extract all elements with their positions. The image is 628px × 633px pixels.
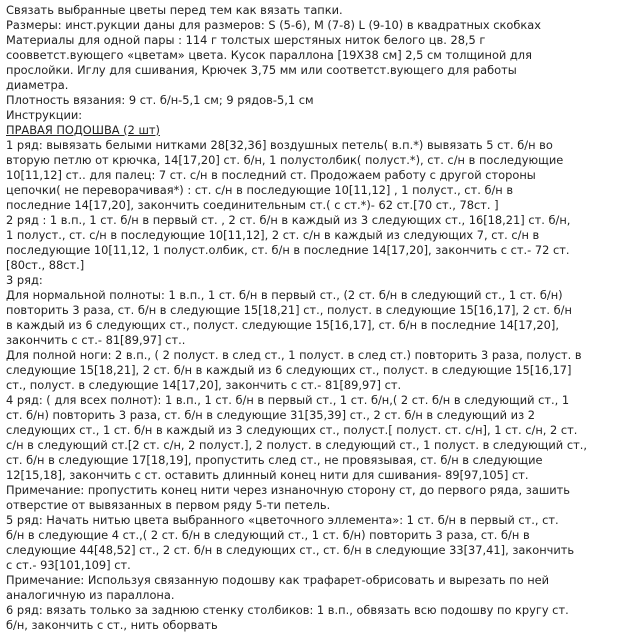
text-line: последующие 10[11,12, 1 полуст.олбик, ст. б/н в последние 14[17,20], закончить с ст.- 72 ст. xyxy=(6,243,570,257)
sizes-line: Размеры: инст.рукции даны для размеров: S (5-6), M (7-8) L (9-10) в квадратных скобках xyxy=(6,18,542,32)
text-line: ст. б/н в следующие 17[18,19], пропустить след ст., не провязывая, ст. б/н в следующие xyxy=(6,453,543,467)
text-line: цепочки( не переворачивая*) : ст. с/н в последующие 10[11,12] , 1 полуст., ст. б/н в xyxy=(6,183,514,197)
text-line: б/н в следующие 4 ст.,( 2 ст. б/н в следующий ст., 1 ст. б/н) повторить 3 раза, ст. б/н в xyxy=(6,528,530,542)
text-line: вторую петлю от крючка, 14[17,20] ст. б/н, 1 полустолбик( полуст.*), ст. с/н в последующие xyxy=(6,153,564,167)
text-line: 10[11,12] ст.. для палец: 7 ст. с/н в последний ст. Продожаем работу с другой стороны xyxy=(6,168,536,182)
text-line: 2 ряд : 1 в.п., 1 ст. б/н в первый ст. , 2 ст. б/н в каждый из 3 следующих ст., 16[18,21] ст. б/н, xyxy=(6,213,571,227)
text-line: с/н в следующий ст.[2 ст. с/н, 2 полуст.], 2 полуст. в следующий ст., 1 полуст. в следующий ст., xyxy=(6,438,587,452)
section-heading-right-sole: ПРАВАЯ ПОДОШВА (2 шт) xyxy=(6,123,160,137)
text-line: [80ст., 88ст.] xyxy=(6,258,85,272)
note-line: аналогичную из параллона. xyxy=(6,588,175,602)
text-line: 4 ряд: ( для всех полнот): 1 в.п., 1 ст. б/н в первый ст., 1 ст. б/н,( 2 ст. б/н в следующий ст., 1 xyxy=(6,393,570,407)
text-line: 6 ряд: вязать только за заднюю стенку столбиков: 1 в.п., обвязать всю подошву по кругу ст. xyxy=(6,603,569,617)
intro-line: Связать выбранные цветы перед тем как вязать тапки. xyxy=(6,3,343,17)
text-line: следующие 44[48,52] ст., 2 ст. б/н в следующих ст., ст. б/н в следующие 33[37,41], закончить xyxy=(6,543,575,557)
text-line: б/н, закончить с ст., нить оборвать xyxy=(6,618,218,632)
gauge-line: Плотность вязания: 9 ст. б/н-5,1 см; 9 рядов-5,1 см xyxy=(6,93,314,107)
text-line: Для нормальной полноты: 1 в.п., 1 ст. б/н в первый ст., (2 ст. б/н в следующий ст., 1 ст. б/н) xyxy=(6,288,563,302)
text-line: повторить 3 раза, ст. б/н в следующие 15[18,21] ст., полуст. в следующие 15[16,17], 2 ст. б/н xyxy=(6,303,572,317)
note-line: Примечание: пропустить конец нити через изнаночную сторону ст, до первого ряда, зашить xyxy=(6,483,571,497)
text-line: ст. б/н) повторить 3 раза, ст. б/н в следующие 31[35,39] ст., 2 ст. б/н в следующий из 2 xyxy=(6,408,536,422)
text-line: закончить с ст.- 81[89,97] ст.. xyxy=(6,333,186,347)
text-line: 1 ряд: вывязать белыми нитками 28[32,36] воздушных петель( в.п.*) вывязать 5 ст. б/н во xyxy=(6,138,553,152)
text-line: в каждый из 6 следующих ст., полуст. следующие 15[16,17], ст. б/н в последние 14[17,20], xyxy=(6,318,559,332)
text-line: 12[15,18], закончить с ст. оставить длинный конец нити для сшивания- 89[97,105] ст. xyxy=(6,468,529,482)
note-line: Примечание: Используя связанную подошву как трафарет-обрисовать и вырезать по ней xyxy=(6,573,550,587)
row-heading: 3 ряд: xyxy=(6,273,43,287)
text-line: 1 полуст., ст. с/н в последующие 10[11,12], 2 ст. с/н в каждый из следующих 7, ст. с/н в xyxy=(6,228,540,242)
instructions-heading: Инструкции: xyxy=(6,108,83,122)
materials-line: прослойки. Иглу для сшивания, Крючек 3,75 мм или соответст.вующего для работы xyxy=(6,63,517,77)
materials-line: диаметра. xyxy=(6,78,69,92)
text-line: следующих ст., 1 ст. б/н в каждый из 3 следующих ст., полуст.[ полуст. ст. с/н], 1 ст. с/н, 2 ст. xyxy=(6,423,578,437)
text-line: 5 ряд: Начать нитью цвета выбранного «цветочного эллемента»: 1 ст. б/н в первый ст., ст. xyxy=(6,513,559,527)
materials-line: соовветст.вующего «цветам» цвета. Кусок параллона [19X38 см] 2,5 см толщиной для xyxy=(6,48,532,62)
materials-line: Материалы для одной пары : 114 г толстых шерстяных ниток белого цв. 28,5 г xyxy=(6,33,486,47)
text-line: последние 14[17,20], закончить соединительным ст.( с ст.*)- 62 ст.[70 ст., 78ст. ] xyxy=(6,198,499,212)
text-line: ст., полуст. в следующие 14[17,20], закончить с ст.- 81[89,97] ст. xyxy=(6,378,402,392)
text-line: Для полной ноги: 2 в.п., ( 2 полуст. в след ст., 1 полуст. в след ст.) повторить 3 раза, полуст. в xyxy=(6,348,582,362)
text-line: с ст.- 93[101,109] ст. xyxy=(6,558,131,572)
text-line: следующие 15[18,21], 2 ст. б/н в каждый из 6 следующих ст., полуст. в следующие 15[16,17] xyxy=(6,363,572,377)
note-line: отверстие от вывязанных в первом ряду 5-ти петель. xyxy=(6,498,331,512)
